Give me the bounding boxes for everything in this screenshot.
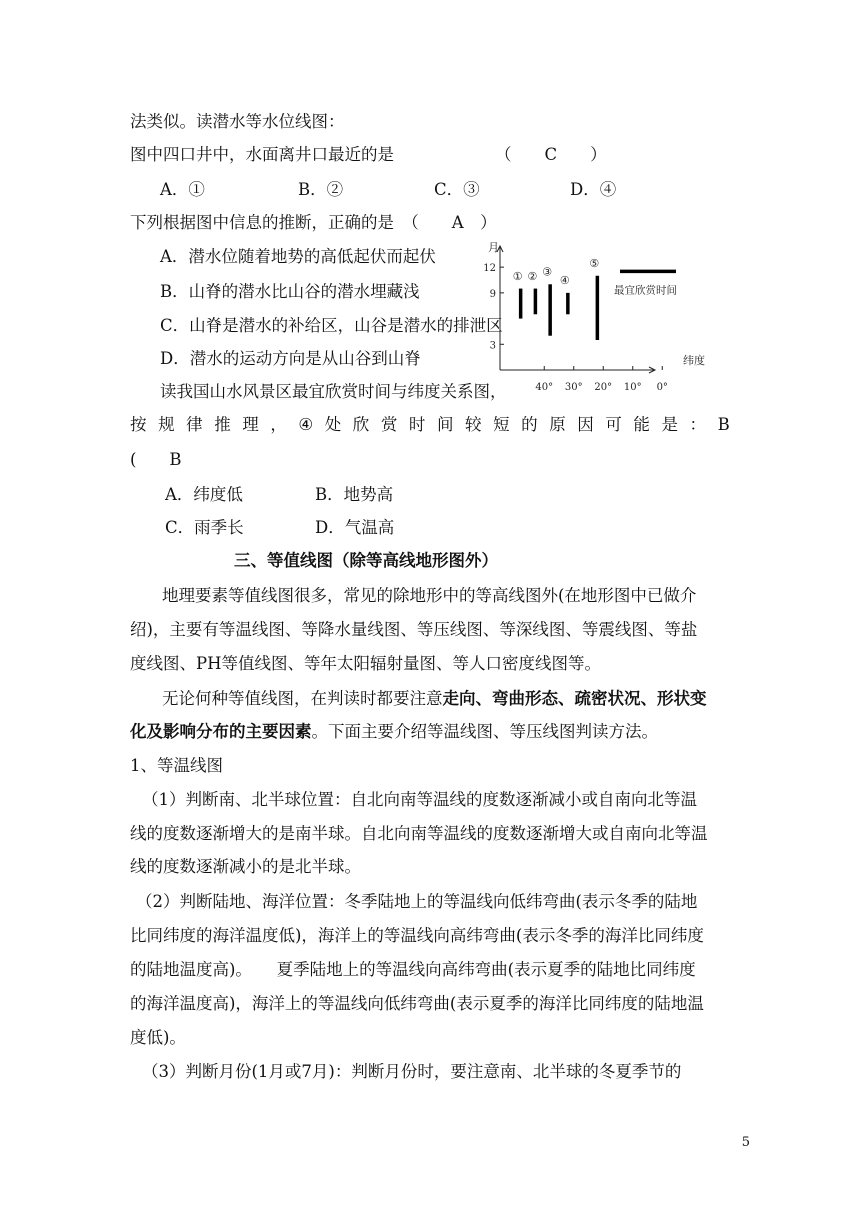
paragraph-2-line-2 bbox=[130, 722, 658, 742]
paragraph-4-line-4: 的海洋温度高)，海洋上的等温线向低纬弯曲(表示夏季的海洋比同纬度的陆地温 bbox=[130, 994, 704, 1013]
bar-label: ② bbox=[527, 269, 538, 283]
option-d: D．④ bbox=[570, 180, 617, 199]
question-2: 下列根据图中信息的推断，正确的是 （ A ） bbox=[130, 213, 497, 232]
paragraph-4-line-1: （2）判断陆地、海洋位置：冬季陆地上的等温线向低纬弯曲(表示冬季的陆地 bbox=[136, 892, 698, 911]
x-tick-label: 20° bbox=[594, 382, 613, 393]
char: 因 bbox=[577, 415, 594, 434]
char: ： bbox=[689, 415, 707, 434]
q3-option-a: A．纬度低 bbox=[165, 485, 243, 504]
char: 是 bbox=[661, 415, 678, 434]
x-tick-label: 10° bbox=[623, 382, 642, 393]
x-tick-label: 30° bbox=[564, 382, 583, 393]
legend-label: 最宜欣赏时间 bbox=[614, 284, 677, 297]
paragraph-3-line-2: 线的度数逐渐增大的是南半球。自北向南等温线的度数逐渐增大或自南向北等温 bbox=[130, 824, 708, 843]
char: 短 bbox=[493, 415, 510, 434]
x-tick-label: 0° bbox=[656, 382, 668, 393]
char: 时 bbox=[408, 415, 426, 434]
latitude-viewing-time-chart bbox=[470, 238, 705, 398]
y-axis-label: 月 bbox=[488, 241, 499, 254]
question-3-justified bbox=[130, 415, 730, 435]
paragraph-4-line-2: 比同纬度的海洋温度低)，海洋上的等温线向高纬弯曲(表示冬季的海洋比同纬度 bbox=[130, 926, 704, 945]
paragraph-2-line-1 bbox=[162, 689, 707, 709]
paragraph-1-line-3: 度线图、PH等值线图、等年太阳辐射量图、等人口密度线图等。 bbox=[130, 654, 601, 673]
question-1: 图中四口井中，水面离井口最近的是 bbox=[130, 145, 394, 164]
paragraph-1-line-1: 地理要素等值线图很多，常见的除地形中的等高线图外(在地形图中已做介 bbox=[162, 586, 697, 605]
char: 赏 bbox=[380, 415, 398, 434]
bar-label: ④ bbox=[559, 274, 570, 288]
paragraph-3-line-3: 线的度数逐渐减小的是北半球。 bbox=[130, 857, 361, 876]
paragraph-3-line-1: （1）判断南、北半球位置：自北向南等温线的度数逐渐减小或自南向北等温 bbox=[142, 790, 697, 809]
char: 原 bbox=[549, 415, 566, 434]
q3-option-b: B．地势高 bbox=[315, 485, 394, 504]
q2-option-b: B．山脊的潜水比山谷的潜水埋藏浅 bbox=[160, 282, 420, 301]
char: 推 bbox=[214, 415, 231, 434]
x-axis-label: 纬度 bbox=[683, 354, 705, 367]
q3-option-d: D．气温高 bbox=[315, 518, 395, 537]
y-tick-label: 9 bbox=[489, 288, 496, 300]
char: 律 bbox=[186, 415, 203, 434]
paragraph-4-line-5: 度低)。 bbox=[130, 1028, 186, 1047]
char: 欣 bbox=[352, 415, 370, 434]
question-1-answer: （ C ） bbox=[495, 145, 607, 164]
paragraph-5-line-1: （3）判断月份(1月或7月)：判断月份时，要注意南、北半球的冬夏季节的 bbox=[142, 1062, 682, 1081]
question-3-answer: ( B bbox=[130, 450, 182, 469]
char: 能 bbox=[633, 415, 650, 434]
chart-marks bbox=[513, 257, 677, 340]
p2-text: 无论何种等值线图，在判读时都要注意 bbox=[162, 689, 443, 708]
y-tick-label: 12 bbox=[483, 263, 496, 275]
question-3-intro: 读我国山水风景区最宜欣赏时间与纬度关系图， bbox=[160, 382, 507, 401]
q2-option-c: C．山脊是潜水的补给区，山谷是潜水的排泄区 bbox=[160, 316, 503, 335]
char: 间 bbox=[436, 415, 454, 434]
q2-option-d: D．潜水的运动方向是从山谷到山脊 bbox=[160, 349, 421, 368]
bar-label: ③ bbox=[542, 265, 553, 279]
paragraph-4-line-3: 的陆地温度高)。 夏季陆地上的等温线向高纬弯曲(表示夏季的陆地比同纬度 bbox=[130, 960, 696, 979]
p2-text-2: 。下面主要介绍等温线图、等压线图判读方法。 bbox=[311, 722, 658, 741]
q3-option-c: C．雨季长 bbox=[165, 518, 244, 537]
option-c: C．③ bbox=[434, 180, 480, 199]
char: 的 bbox=[521, 415, 538, 434]
paragraph-1-line-2: 绍)，主要有等温线图、等降水量线图、等压线图、等深线图、等震线图、等盐 bbox=[130, 620, 698, 639]
char: 较 bbox=[465, 415, 482, 434]
option-b: B．② bbox=[298, 180, 344, 199]
text-line: 法类似。读潜水等水位线图： bbox=[130, 112, 345, 131]
char: 处 bbox=[324, 415, 342, 434]
section-title: 三、等值线图（除等高线地形图外） bbox=[234, 551, 498, 570]
char: 按 bbox=[130, 415, 147, 434]
char: 可 bbox=[605, 415, 622, 434]
char: B bbox=[717, 415, 730, 434]
bar-label: ① bbox=[512, 269, 523, 283]
char: ， bbox=[270, 415, 287, 434]
q2-option-a: A．潜水位随着地势的高低起伏而起伏 bbox=[160, 247, 436, 266]
bar-label: ⑤ bbox=[589, 257, 600, 270]
page-number: 5 bbox=[741, 1135, 750, 1150]
char: 理 bbox=[242, 415, 259, 434]
heading-isotherm: 1、等温线图 bbox=[130, 756, 223, 775]
p2-bold-2: 化及影响分布的主要因素 bbox=[130, 722, 312, 741]
y-tick-label: 3 bbox=[489, 340, 496, 352]
char: 规 bbox=[158, 415, 175, 434]
p2-bold: 走向、弯曲形态、疏密状况、形状变 bbox=[442, 689, 707, 708]
char: ④ bbox=[298, 415, 314, 434]
x-tick-label: 40° bbox=[535, 382, 554, 393]
option-a: A．① bbox=[160, 180, 205, 199]
